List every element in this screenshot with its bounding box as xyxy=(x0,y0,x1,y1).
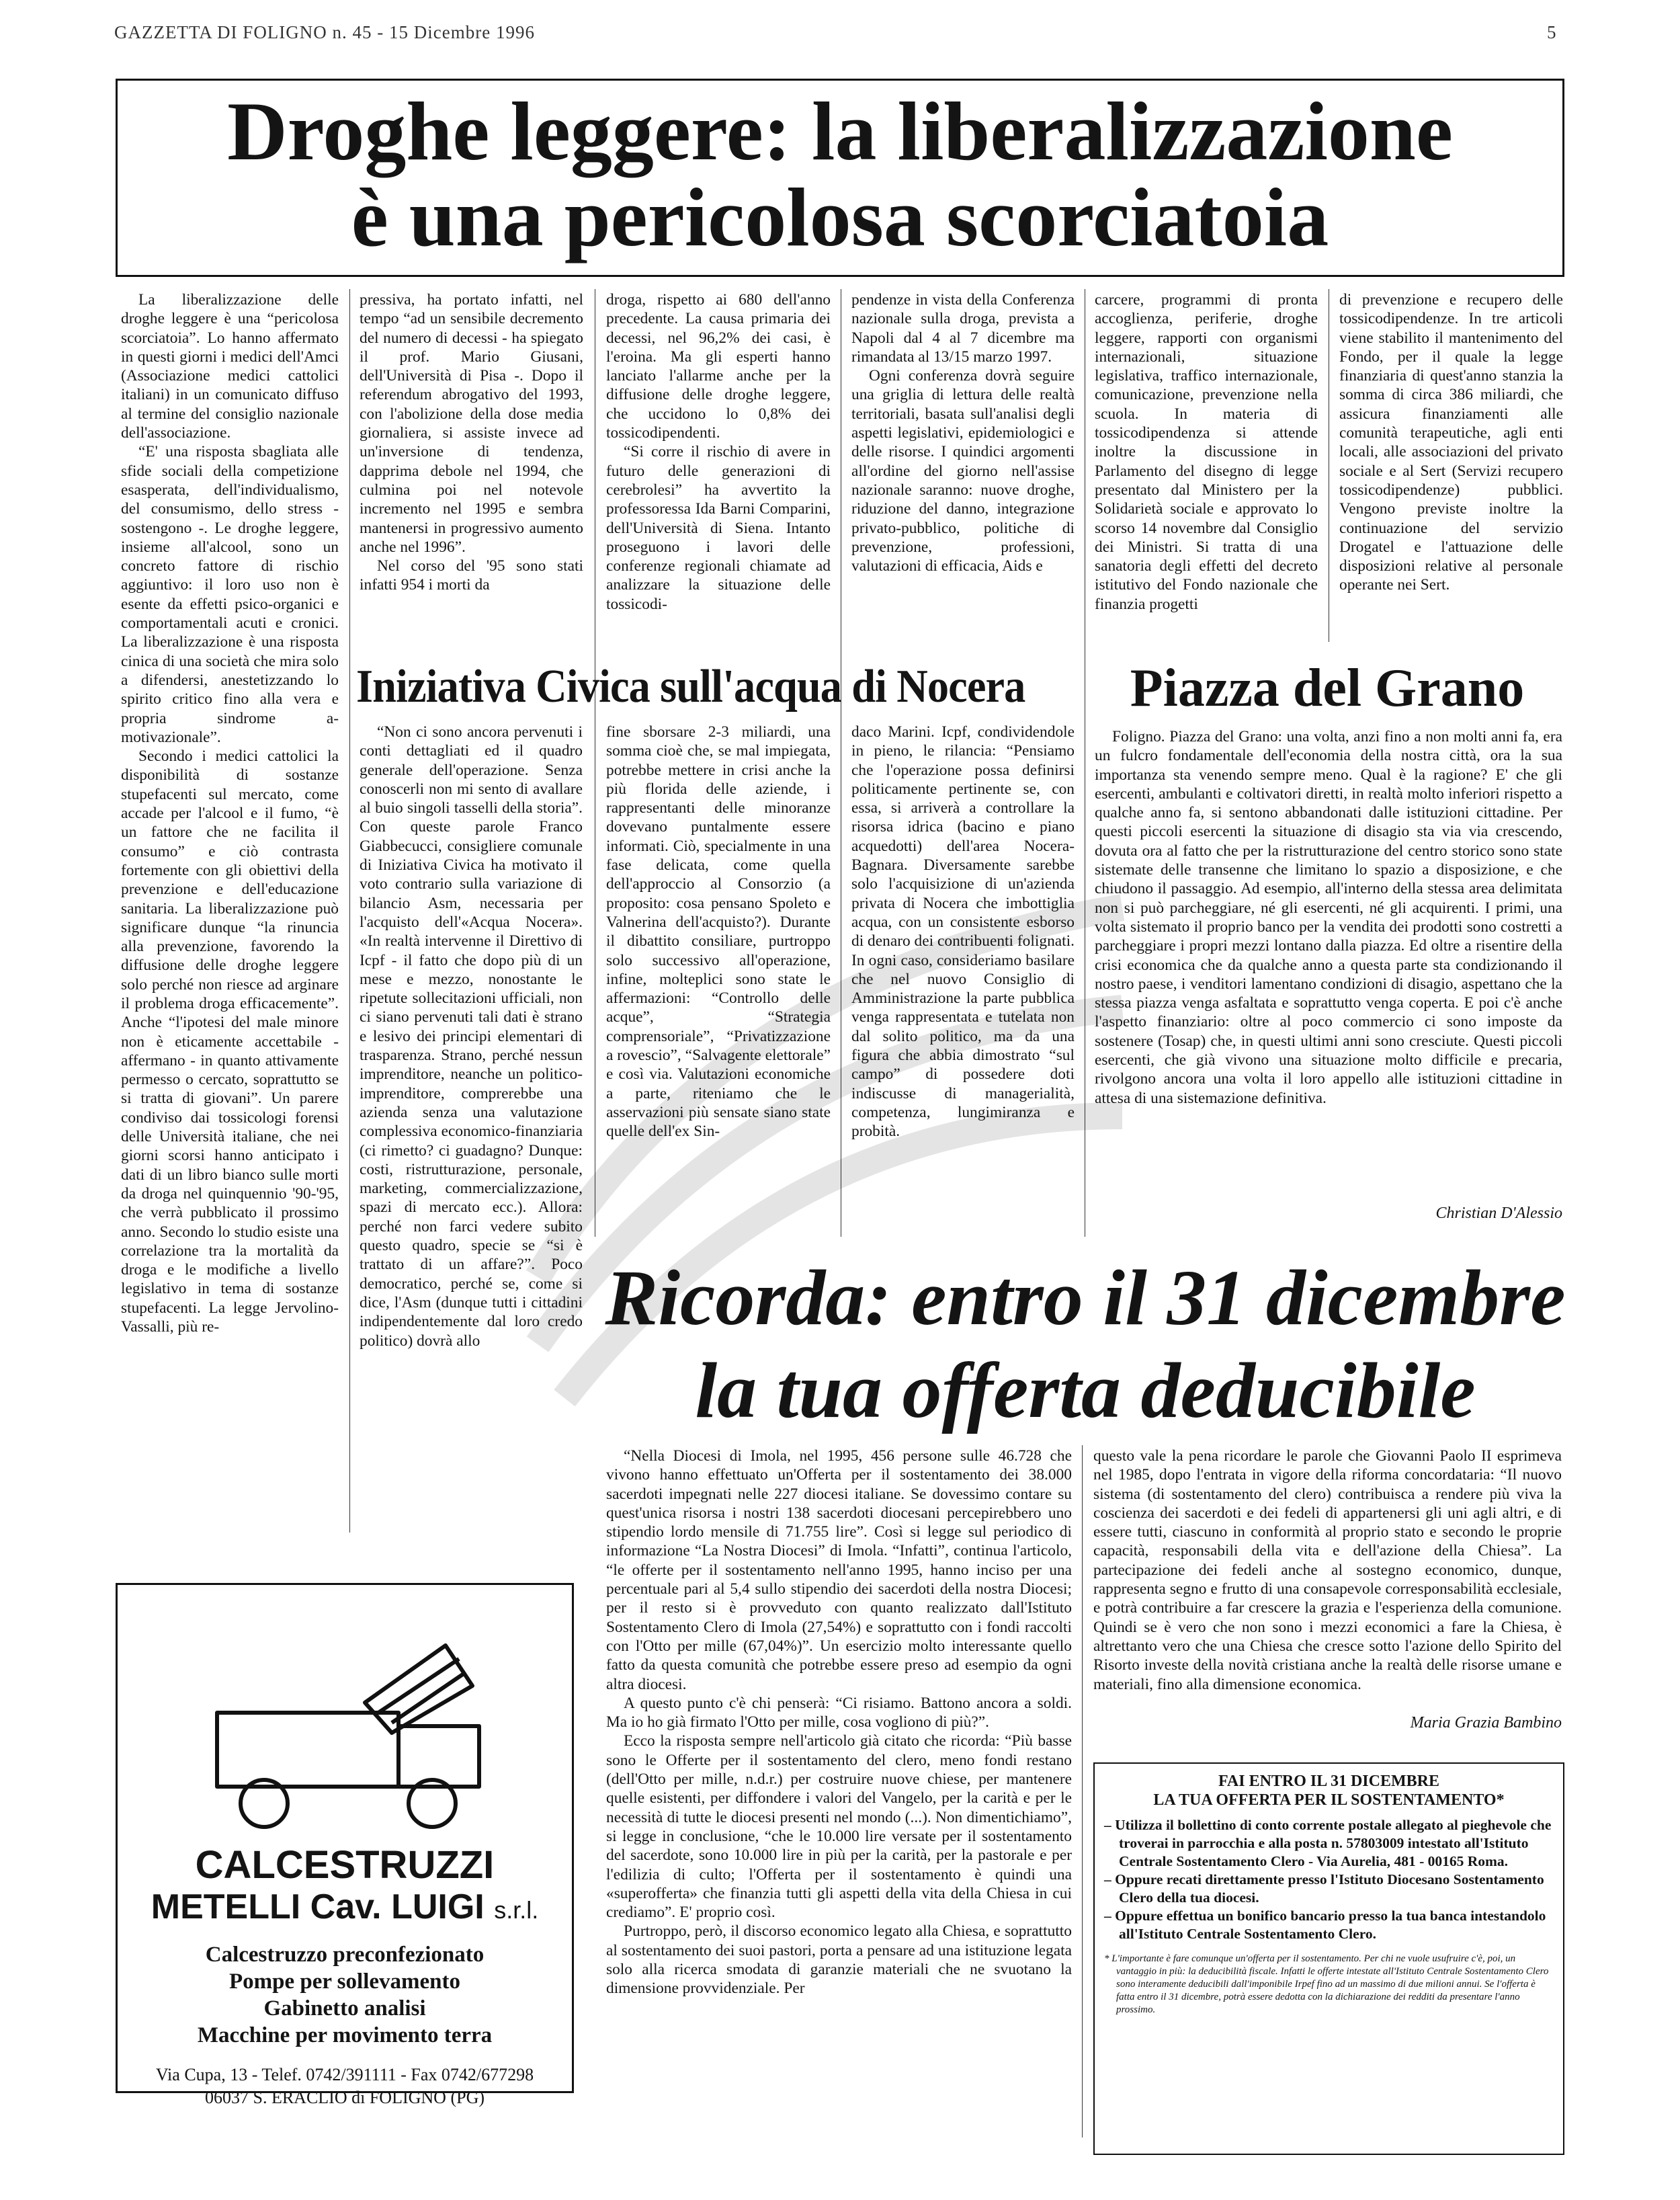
paragraph: “Si corre il rischio di avere in futuro delle generazioni di cerebrolesi” ha avvertito la professoressa Ida Barni Comparini, dell'Università di Siena. Intanto proseguono i lavori delle conferenze regionali chiamate ad analizzare la situazione delle tossicodi- xyxy=(606,443,831,613)
offer-info-box xyxy=(1093,1762,1564,2155)
column-rule xyxy=(349,289,350,1533)
main-headline-line1: Droghe leggere: la liberalizzazione xyxy=(227,85,1453,177)
paragraph: “Nella Diocesi di Imola, nel 1995, 456 persone sulle 46.728 che vivono hanno effettuato un'Offerta per il sostentamento dei 38.000 sacerdoti impegnati nelle 227 diocesi italiane. Se dovessimo contare su quest'unica risorsa i nostri 138 sacerdoti diocesani percepirebbero uno stipendio lordo mensile di 71.755 lire”. Così si legge sul periodico di informazione “La Nostra Diocesi” di Imola. “Infatti”, continua l'articolo, “le offerte per il sostentamento nell'anno 1995, hanno inciso per una percentuale pari al 5,4 sullo stipendio dei sacerdoti della nostra Diocesi; per il resto si è provveduto con quanto realizzato dall'Istituto Sostentamento Clero di Imola (27,54%) e soprattutto con i fondi raccolti con l'Otto per mille (67,04%)”. Un esercizio molto interessante quello fatto da questa comunità che potrebbe essere preso ad esempio da ogni altra diocesi. xyxy=(606,1447,1072,1693)
list-item: – Oppure effettua un bonifico bancario presso la tua banca intestandolo all'Istituto Centrale Sostentamento Clero. xyxy=(1104,1908,1546,1942)
nocera-headline: Iniziativa Civica sull'acqua di Nocera xyxy=(356,661,1025,712)
paragraph: Secondo i medici cattolici la disponibilità di sostanze stupefacenti sul mercato, come accade per l'alcool e il fumo, “è un fattore che ne facilita il consumo” e ciò contrasta fortemente con gli obiettivi della prevenzione e dell'educazione sanitaria. La liberalizzazione può significare dunque “la rinuncia alla prevenzione, favorendo la diffusione delle droghe leggere solo perché non riesce ad arginare il problema droga efficacemente”. Anche “l'ipotesi del male minore non è eticamente accettabile - affermano - in quanto attivamente permesso o cercato, soprattutto se si tratta di giovani”. Un parere condiviso dai tossicologi forensi delle Università italiane, che nei giorni scorsi hanno anticipato i dati di un libro bianco sulle morti da droga nel quinquennio '90-'95, che verrà pubblicato il prossimo anno. Secondo lo studio esiste una correlazione tra la mortalità da droga e le modifiche a livello legislativo in tema di sostanze stupefacenti. La legge Jervolino-Vassalli, più re- xyxy=(121,747,339,1336)
cement-mixer-truck-icon xyxy=(163,1619,526,1840)
nocera-col1 xyxy=(360,723,583,1559)
piazza-headline: Piazza del Grano xyxy=(1130,659,1525,718)
paragraph: fine sborsare 2-3 miliardi, una somma cioè che, se mal impiegata, potrebbe mettere in crisi anche la più florida delle aziende, i rappresentanti delle minoranze dovevano puntalmente essere informati. Ciò, specialmente in una fase delicata, come quella dell'approccio al Consorzio (a proposito: cosa pensano Spoleto e Valnerina dell'acquisto?). Durante il dibattito consiliare, purtroppo solo successivo all'operazione, infine, molteplici sono state le affermazioni: “Controllo delle acque”, “Strategia comprensoriale”, “Privatizzazione a rovescio”, “Salvagente elettorale” e così via. Valutazioni economiche a parte, riteniamo che le asservazioni più sensate siano state quelle dell'ex Sin- xyxy=(606,723,831,1141)
ad-address-line1: Via Cupa, 13 - Telef. 0742/391111 - Fax 0742/677298 xyxy=(155,2065,534,2084)
paragraph: Foligno. Piazza del Grano: una volta, anzi fino a non molti anni fa, era un fulcro fondamentale dell'economia della nostra città, ora la sua importanza sta venendo sempre meno. Qual è la ragione? E' che gli esercenti, ambulanti e coltivatori diretti, in realtà molto inferiori rispetto a qualche anno fa, si sentono abbandonati dalle istituzioni cittadine. Per questi piccoli esercenti la situazione di disagio sta via via crescendo, dovuta ora al fatto che per la ristrutturazione del centro storico sono state sistemate delle transenne che limitano lo spazio a disposizione, e che chiudono il passaggio. Ad esempio, all'interno della stessa area delimitata non si può parcheggiare, né gli esercenti, né gli acquirenti. I primi, una volta sistemato il proprio banco per la vendita dei prodotti sono costretti a parcheggiare i propri mezzi lontano dalla piazza. Ed oltre a risentire della crisi economica che da qualche anno a questa parte sta condizionando il nostro paese, i venditori lamentano condizioni di disagio, aspettano che la stessa piazza venga asfaltata e soprattutto venga coperta. E poi c'è anche l'aspetto finanziario: oltre al poco commercio ci sono imposte da sostenere (Tosap) che, in questi ultimi anni sono cresciute. Questi piccoli esercenti, che già vivono una situazione molto difficile e precaria, rivolgono ancora una volta il loro appello alle istituzioni cittadine in attesa di una sistemazione definitiva. xyxy=(1095,728,1562,1107)
ad-address-line2: 06037 S. ERACLIO di FOLIGNO (PG) xyxy=(205,2088,485,2107)
paragraph: daco Marini. Icpf, condividendole in pieno, le rilancia: “Pensiamo che l'operazione possa definirsi politicamente pertinente se, con essa, si arriverà a controllare la risorsa idrica (bacino e piano acquedotti) dell'area Nocera-Bagnara. Diversamente sarebbe solo l'acquisizione di un'azienda privata di Nocera che imbottiglia acqua, con un consistente esborso di denaro dei contribuenti folignati. In ogni caso, consideriamo basilare che nel nuovo Consiglio di Amministrazione la parte pubblica venga rappresentata e tutelata non dal solito politico, ma da una figura che abbia dimostrato “sul campo” di possedere doti indiscusse di managerialità, competenza, lungimiranza e probità. xyxy=(851,723,1075,1141)
ad-company-suffix: s.r.l. xyxy=(494,1896,539,1924)
ad-service-item: Pompe per sollevamento xyxy=(228,1969,460,1994)
ad-company-line2 xyxy=(118,1887,572,1930)
piazza-signature: Christian D'Alessio xyxy=(1435,1205,1562,1222)
paragraph: Ogni conferenza dovrà seguire una griglia di lettura delle realtà territoriali, basata sull'analisi degli aspetti legislativi, epidemiologici e delle risorse. I quindici argomenti all'ordine del giorno nell'assise nazionale saranno: nuove droghe, riduzione del danno, integrazione privato-pubblico, politiche di prevenzione, professioni, valutazioni di efficacia, Aids e xyxy=(851,367,1075,575)
ricorda-col2 xyxy=(1093,1447,1562,1715)
running-header: GAZZETTA DI FOLIGNO n. 45 - 15 Dicembre 1996 xyxy=(114,22,535,42)
ricorda-signature: Maria Grazia Bambino xyxy=(1410,1714,1562,1732)
nocera-col3 xyxy=(851,723,1075,1237)
paragraph: questo vale la pena ricordare le parole che Giovanni Paolo II esprimeva nel 1985, dopo l'entrata in vigore della riforma concordataria: “Il nuovo sistema (di sostentamento del clero) contribuisca a rendere più viva la coscienza dei sacerdoti e dei fedeli di appartenersi gli uni agli altri, e di essere tutti, ciascuno in conformità al proprio stato e secondo le proprie capacità, responsabili della vita e dell'azione della Chiesa”. La partecipazione dei fedeli anche al sostegno economico, dunque, rappresenta segno e frutto di una consapevole corresponsabilità ecclesiale, e potrà contribuire a far crescere la grazia e l'esperienza della comunione. Quindi se è vero che non sono i mezzi economici a fare la Chiesa, è altrettanto vero che una Chiesa che cresce sotto l'azione dello Spirito del Risorto investe della novità cristiana anche la realtà delle risorse umane e materiali, fino alla dimensione economica. xyxy=(1093,1447,1562,1693)
main-article-col2 xyxy=(360,290,583,640)
ad-service-item: Macchine per movimento terra xyxy=(197,2023,493,2047)
info-box-title-line1: FAI ENTRO IL 31 DICEMBRE xyxy=(1218,1773,1439,1790)
advertisement-box xyxy=(116,1583,574,2107)
main-article-col3 xyxy=(606,290,831,640)
list-item: – Oppure recati direttamente presso l'Istituto Diocesano Sostentamento Clero della tua diocesi. xyxy=(1104,1871,1544,1906)
paragraph: carcere, programmi di pronta accoglienza, periferie, droghe leggere, rapporti con organismi internazionali, situazione legislativa, traffico internazionale, comunicazione, prevenzione nella scuola. In materia di tossicodipendenza si attende inoltre la discussione in Parlamento del disegno di legge presentato dal Ministero per la Solidarietà sociale e approvato lo scorso 14 novembre dal Consiglio dei Ministri. Si tratta di una sanatoria degli effetti del decreto istitutivo del Fondo nazionale che finanzia progetti xyxy=(1095,291,1318,613)
info-box-title-line2: LA TUA OFFERTA PER IL SOSTENTAMENTO* xyxy=(1153,1791,1505,1809)
info-box-note: * L'importante è fare comunque un'offerta per il sostentamento. Per chi ne vuole usufruire c'è, poi, un vantaggio in più: la deducibilità fiscale. Infatti le offerte intestate all'Istituto Centrale Sostentamento Clero sono interamente deducibili dall'imponibile Irpef fino ad un massimo di due milioni annui. Se l'offerta è fatta entro il 31 dicembre, potrà essere dedotta con la dichiarazione dei redditi da presentare l'anno prossimo. xyxy=(1104,1953,1549,2015)
page-number: 5 xyxy=(1547,22,1557,42)
paragraph: droga, rispetto ai 680 dell'anno precedente. La causa primaria dei decessi, nel 96,2% dei casi, è l'eroina. Ma gli esperti hanno lanciato l'allarme anche per la diffusione delle droghe leggere, che uccidono lo 0,8% dei tossicodipendenti. xyxy=(606,291,831,442)
piazza-body xyxy=(1095,727,1562,1205)
ricorda-col1 xyxy=(606,1447,1072,2159)
info-box-list xyxy=(1104,1816,1554,1943)
ad-services xyxy=(118,1941,572,2049)
list-item: – Utilizza il bollettino di conto corrente postale allegato al pieghevole che troverai in parrocchia e alla posta n. 57803009 intestato all'Istituto Centrale Sostentamento Clero - Via Aurelia, 481 - 00165 Roma. xyxy=(1104,1817,1552,1869)
main-article-col4 xyxy=(851,290,1075,640)
paragraph: “Non ci sono ancora pervenuti i conti dettagliati ed il quadro generale dell'operazione. Senza conoscerli non mi sento di avallare al buio singoli tasselli della storia”. Con queste parole Franco Giabbecucci, consigliere comunale di Iniziativa Civica ha motivato il voto contrario sulla variazione di bilancio Asm, necessaria per l'acquisto dell'«Acqua Nocera». «In realtà intervenne il Direttivo di Icpf - il fatto che dopo più di un mese e mezzo, nonostante le ripetute sollecitazioni ufficiali, non ci siano pervenuti tali dati è strano e lesivo dei principi elementari di trasparenza. Strano, perché nessun imprenditore, neanche un politico-imprenditore, comprerebbe una azienda senza una valutazione complessiva economico-finanziaria (ci rimetto? ci guadagno? Dunque: costi, ristrutturazione, personale, marketing, commercializzazione, spazi di mercato ecc.). Allora: perché non farci vedere subito questo quadro, specie se “si è trattato di un affare?”. Poco democratico, perché se, come si dice, l'Asm (dunque tutti i cittadini indipendentemente dal loro credo politico) dovrà allo xyxy=(360,723,583,1350)
ad-service-item: Gabinetto analisi xyxy=(263,1996,426,2021)
ricorda-headline-line2: la tua offerta deducibile xyxy=(695,1346,1476,1434)
paragraph: A questo punto c'è chi penserà: “Ci risiamo. Battono ancora a soldi. Ma io ho già firmato l'Otto per mille, cosa vogliono di più?”. xyxy=(606,1694,1072,1732)
paragraph: Nel corso del '95 sono stati infatti 954 i morti da xyxy=(360,557,583,594)
paragraph: di prevenzione e recupero delle tossicodipendenze. In tre articoli viene stabilito il mantenimento del Fondo, per il quale la legge finanziaria di quest'anno stanzia la somma di circa 386 miliardi, che assicura finanziamenti alle comunità terapeutiche, agli enti locali, alle associazioni del privato sociale e al Sert (Servizi recupero tossicodipendenze) pubblici. Vengono previste inoltre la continuazione del servizio Drogatel e l'attuazione delle disposizioni relative al personale operante nei Sert. xyxy=(1339,291,1563,594)
main-article-col5 xyxy=(1095,290,1318,640)
ad-company-name: METELLI Cav. LUIGI xyxy=(151,1887,485,1926)
paragraph: “E' una risposta sbagliata alle sfide sociali della competizione esasperata, dell'individualismo, del consumismo, dello stress - sostengono -. Le droghe leggere, insieme all'alcool, sono un concreto fattore di rischio aggiuntivo: il loro uso non è esente da effetti psico-organici e comportamentali acuti e cronici. La liberalizzazione è una risposta cinica di una società che mira solo a difendersi, anestetizzando lo spirito critico fino alla vera e propria sindrome a-motivazionale”. xyxy=(121,443,339,746)
ad-service-item: Calcestruzzo preconfezionato xyxy=(205,1943,485,1967)
ad-company-line1: CALCESTRUZZI xyxy=(195,1843,495,1887)
column-rule xyxy=(1082,1445,1083,2137)
main-article-col6 xyxy=(1339,290,1563,640)
main-headline-line2: è una pericolosa scorciatoia xyxy=(351,171,1329,263)
paragraph: Purtroppo, però, il discorso economico legato alla Chiesa, e soprattutto al sostentamento dei suoi pastori, porta a pensare ad una istituzione legata solo alla ricerca smodata di garanzie materiali che ne svuotano la dimensione provvidenziale. Per xyxy=(606,1922,1072,1998)
main-article-col1 xyxy=(121,290,339,1561)
ricorda-headline-line1: Ricorda: entro il 31 dicembre xyxy=(605,1254,1566,1342)
nocera-col2 xyxy=(606,723,831,1237)
paragraph: La liberalizzazione delle droghe leggere è una “pericolosa scorciatoia”. Lo hanno affermato in questi giorni i medici dell'Amci (Associazione medici cattolici italiani) in un comunicato diffuso al termine del consiglio nazionale dell'associazione. xyxy=(121,291,339,442)
paragraph: Ecco la risposta sempre nell'articolo già citato che ricorda: “Più basse sono le Offerte per il sostentamento del clero, meno fondi restano (dell'Otto per mille, n.d.r.) per costruire nuove chiese, per mantenere quelle esistenti, per diffondere i valori del Vangelo, per la carità e per le necessità di tutte le diocesi presenti nel mondo (...). Non dimentichiamo”, si legge in conclusione, “che le 10.000 lire versate per il sostentamento del sacerdote, sono 10.000 lire in più per la carità, per la pastorale e per l'edilizia di culto; l'Offerta per il sostentamento è quindi una «superofferta» che finanzia tutti gli aspetti della vita della Chiesa in cui crediamo”. E' proprio così. xyxy=(606,1732,1072,1922)
paragraph: pendenze in vista della Conferenza nazionale sulla droga, prevista a Napoli dal 4 al 7 dicembre ma rimandata al 13/15 marzo 1997. xyxy=(851,291,1075,366)
main-headline-box xyxy=(116,79,1564,277)
paragraph: pressiva, ha portato infatti, nel tempo “ad un sensibile decremento del numero di decessi - ha spiegato il prof. Mario Giusani, dell'Università di Pisa -. Dopo il referendum abrogativo del 1993, con l'abolizione della dose media giornaliera, si assiste invece ad un'inversione di tendenza, dapprima debole nel 1994, che culmina poi nel notevole incremento nel 1995 e sembra mantenersi in progressivo aumento anche nel 1996”. xyxy=(360,291,583,556)
